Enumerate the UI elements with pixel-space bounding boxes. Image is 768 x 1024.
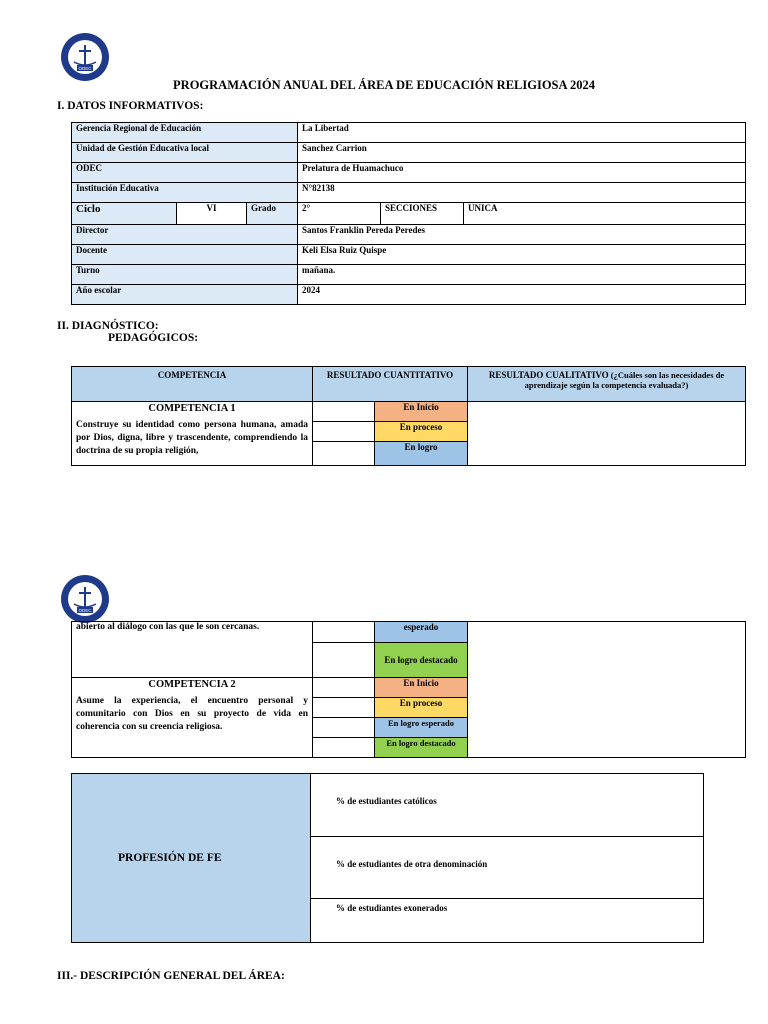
svg-text:ODEC: ODEC	[78, 608, 92, 613]
diagnostico-table-2	[71, 621, 746, 758]
cuantitativo-cell[interactable]	[313, 442, 375, 466]
competencia-2-cell	[72, 678, 313, 758]
header-cualitativo-title: RESULTADO CUALITATIVO	[488, 370, 609, 380]
header-competencia: COMPETENCIA	[72, 367, 313, 402]
header-cualitativo	[468, 367, 746, 402]
cuantitativo-cell[interactable]	[313, 643, 375, 678]
svg-text:ODEC: ODEC	[78, 66, 92, 71]
level-en-proceso: En proceso	[375, 422, 468, 442]
info-value: Prelatura de Huamachuco	[298, 163, 746, 183]
profesion-fe-label: PROFESIÓN DE FE	[72, 774, 311, 943]
competencia-2-title: COMPETENCIA 2	[148, 679, 236, 690]
cuantitativo-cell[interactable]	[313, 738, 375, 758]
page-title: PROGRAMACIÓN ANUAL DEL ÁREA DE EDUCACIÓN RELIGIOSA 2024	[173, 78, 595, 92]
header-cualitativo-desc: (¿Cuáles son las necesidades de aprendizaje según la competencia evaluada?)	[524, 370, 725, 390]
cuantitativo-cell[interactable]	[313, 718, 375, 738]
info-table	[71, 122, 746, 305]
level-en-logro-destacado: En logro destacado	[375, 643, 468, 678]
cualitativo-cell[interactable]	[468, 402, 746, 466]
cuantitativo-cell[interactable]	[313, 402, 375, 422]
info-value: mañana.	[298, 265, 746, 285]
info-label: Director	[72, 225, 298, 245]
info-label: Docente	[72, 245, 298, 265]
ciclo-label: Ciclo	[72, 203, 177, 225]
section-datos-informativos: I. DATOS INFORMATIVOS:	[57, 100, 204, 112]
header-cuantitativo: RESULTADO CUANTITATIVO	[313, 367, 468, 402]
info-label: Turno	[72, 265, 298, 285]
level-esperado: esperado	[375, 622, 468, 643]
section-pedagogicos: PEDAGÓGICOS:	[108, 332, 199, 344]
cualitativo-cell[interactable]	[468, 622, 746, 758]
fe-otra-denominacion: % de estudiantes de otra denominación	[311, 837, 704, 899]
info-label: Gerencia Regional de Educación	[72, 123, 298, 143]
secciones-value: UNICA	[464, 203, 746, 225]
competencia-2-text: Asume la experiencia, el encuentro personal y comunitario con Dios en su proyecto de vida en coherencia con su creencia religiosa.	[76, 696, 308, 732]
level-en-logro-esperado: En logro esperado	[375, 718, 468, 738]
odec-logo	[60, 32, 110, 82]
cuantitativo-cell[interactable]	[313, 622, 375, 643]
section-descripcion-general: III.- DESCRIPCIÓN GENERAL DEL ÁREA:	[57, 970, 285, 982]
section-diagnostico: II. DIAGNÓSTICO:	[57, 320, 159, 332]
info-value: Santos Franklin Pereda Peredes	[298, 225, 746, 245]
competencia-1-text: Construye su identidad como persona humana, amada por Dios, digna, libre y trascendente, comprendiendo la doctrina de su propia religión,	[76, 420, 308, 456]
profesion-fe-table	[71, 773, 704, 943]
level-en-logro: En logro	[375, 442, 468, 466]
competencia-1-cell	[72, 402, 313, 466]
info-value: La Libertad	[298, 123, 746, 143]
cuantitativo-cell[interactable]	[313, 698, 375, 718]
grado-value: 2°	[298, 203, 381, 225]
ciclo-value: VI	[177, 203, 247, 225]
cuantitativo-cell[interactable]	[313, 678, 375, 698]
info-value: N°82138	[298, 183, 746, 203]
info-label: ODEC	[72, 163, 298, 183]
competencia-1-continuation: abierto al diálogo con las que le son cercanas.	[72, 622, 313, 678]
info-label: Año escolar	[72, 285, 298, 305]
grado-label: Grado	[247, 203, 298, 225]
info-value: 2024	[298, 285, 746, 305]
diagnostico-table-1	[71, 366, 746, 466]
fe-exonerados: % de estudiantes exonerados	[311, 899, 704, 943]
cuantitativo-cell[interactable]	[313, 422, 375, 442]
info-label: Unidad de Gestión Educativa local	[72, 143, 298, 163]
level-en-proceso: En proceso	[375, 698, 468, 718]
odec-logo	[60, 574, 110, 624]
fe-catolicos: % de estudiantes católicos	[311, 774, 704, 837]
info-value: Sanchez Carrion	[298, 143, 746, 163]
info-label: Institución Educativa	[72, 183, 298, 203]
competencia-1-title: COMPETENCIA 1	[148, 403, 236, 414]
secciones-label: SECCIONES	[381, 203, 464, 225]
info-value: Keli Elsa Ruiz Quispe	[298, 245, 746, 265]
level-en-inicio: En Inicio	[375, 402, 468, 422]
level-en-logro-destacado: En logro destacado	[375, 738, 468, 758]
level-en-inicio: En Inicio	[375, 678, 468, 698]
